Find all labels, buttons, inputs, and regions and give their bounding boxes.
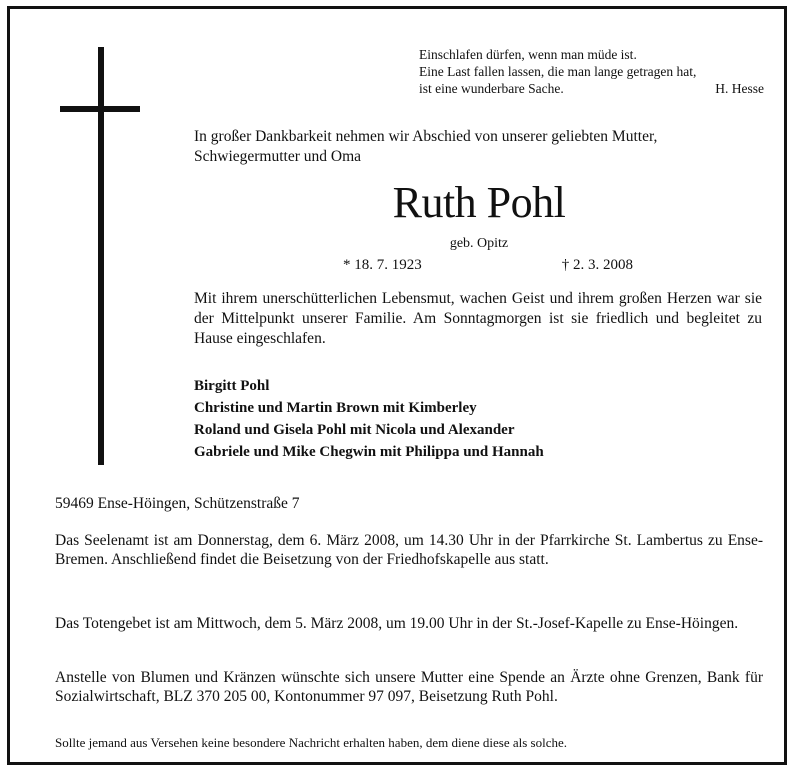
family-list: [194, 375, 764, 463]
birth-date: * 18. 7. 1923: [343, 257, 422, 273]
intro-line-1: In großer Dankbarkeit nehmen wir Abschied von unserer geliebten Mutter,: [194, 128, 658, 145]
requiem-paragraph: Das Seelenamt ist am Donnerstag, dem 6. März 2008, um 14.30 Uhr in der Pfarrkirche St. Lambertus zu Ense-Bremen. Anschließend findet die Beisetzung von der Friedhofskapelle aus statt.: [55, 532, 763, 568]
obituary-frame: [7, 6, 787, 765]
quote-line-2: Eine Last fallen lassen, die man lange getragen hat,: [419, 64, 697, 79]
quote-line-1: Einschlafen dürfen, wenn man müde ist.: [419, 47, 637, 62]
life-dates: [343, 255, 633, 275]
family-member: Christine und Martin Brown mit Kimberley: [194, 400, 477, 416]
quote-line-3: ist eine wunderbare Sache.: [419, 81, 564, 96]
quote-line-3-row: [419, 80, 764, 97]
family-member: Birgitt Pohl: [194, 378, 270, 394]
family-member: Roland und Gisela Pohl mit Nicola und Alexander: [194, 422, 515, 438]
intro-line-2: Schwiegermutter und Oma: [194, 148, 362, 165]
hesse-quote: [419, 46, 764, 97]
death-date: † 2. 3. 2008: [561, 257, 633, 273]
family-member: Gabriele und Mike Chegwin mit Philippa und Hannah: [194, 444, 544, 460]
quote-author: H. Hesse: [715, 81, 764, 96]
intro-text: [194, 127, 764, 167]
cross-icon-bar: [60, 106, 140, 112]
donation-paragraph: Anstelle von Blumen und Kränzen wünschte sich unsere Mutter eine Spende an Ärzte ohne Grenzen, Bank für Sozialwirtschaft, BLZ 370 205 00, Kontonummer 97 097, Beisetzung Ruth Pohl.: [55, 669, 763, 705]
footer-note: Sollte jemand aus Versehen keine besondere Nachricht erhalten haben, dem diene diese als solche.: [55, 735, 567, 750]
deceased-name: Ruth Pohl: [392, 178, 566, 227]
prayer-paragraph: Das Totengebet ist am Mittwoch, dem 5. März 2008, um 19.00 Uhr in der St.-Josef-Kapelle zu Ense-Höingen.: [55, 615, 739, 632]
maiden-name: geb. Opitz: [449, 236, 509, 251]
tribute-text: Mit ihrem unerschütterlichen Lebensmut, wachen Geist und ihrem großen Herzen war sie der Mittelpunkt unserer Familie. Am Sonntagmorgen ist sie friedlich und begleitet zu Hause eingeschlafen.: [194, 290, 762, 347]
address: 59469 Ense-Höingen, Schützenstraße 7: [55, 495, 300, 512]
